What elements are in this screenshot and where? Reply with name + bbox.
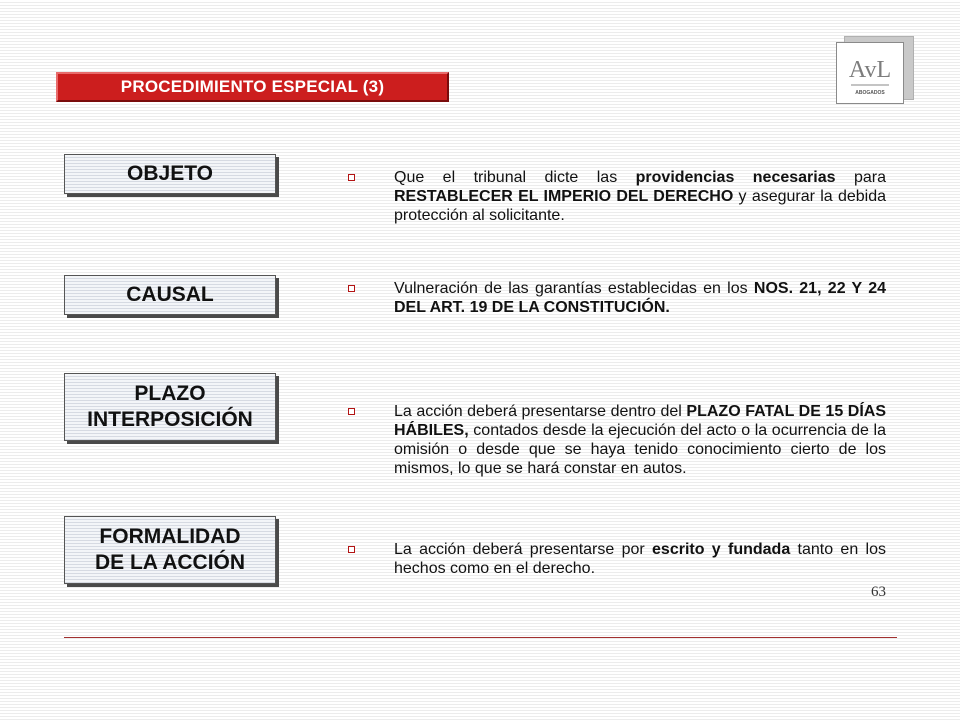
- label-causal-text: CAUSAL: [126, 283, 214, 307]
- square-bullet-icon: [348, 546, 355, 553]
- square-bullet-icon: [348, 285, 355, 292]
- bullet-formalidad: [348, 540, 886, 578]
- bullet-causal-text: Vulneración de las garantías establecidas en los NOS. 21, 22 Y 24 DEL ART. 19 DE LA CONSTITUCIÓN.: [394, 280, 887, 316]
- label-objeto: [64, 154, 276, 194]
- label-objeto-text: OBJETO: [127, 162, 213, 186]
- bullet-plazo: [348, 402, 886, 478]
- label-formalidad-line1: FORMALIDAD: [99, 525, 241, 549]
- page-number: 63: [871, 584, 886, 600]
- bullet-formalidad-text: La acción deberá presentarse por escrito y fundada tanto en los hechos como en el derecho.: [394, 541, 886, 577]
- logo-card: [836, 42, 904, 104]
- bullet-objeto: [348, 168, 886, 225]
- footer-rule: [64, 637, 897, 638]
- label-formalidad: [64, 516, 276, 584]
- label-plazo-line2: INTERPOSICIÓN: [87, 408, 253, 431]
- label-plazo-interposicion: [64, 373, 276, 441]
- label-causal: [64, 275, 276, 315]
- square-bullet-icon: [348, 174, 355, 181]
- firm-logo: [836, 36, 912, 104]
- slide-title-text: PROCEDIMIENTO ESPECIAL (3): [120, 77, 385, 96]
- bullet-causal: [348, 279, 886, 317]
- label-plazo-line1: PLAZO: [134, 382, 206, 406]
- logo-subtext: ABOGADOS: [855, 90, 885, 96]
- logo-text: AvL: [848, 57, 892, 83]
- label-formalidad-line2: DE LA ACCIÓN: [94, 551, 246, 574]
- logo-graphic: [837, 43, 903, 103]
- bullet-objeto-text: Que el tribunal dicte las providencias necesarias para RESTABLECER EL IMPERIO DEL DERECHO y asegurar la debida protección al solicitante.: [394, 169, 886, 224]
- square-bullet-icon: [348, 408, 355, 415]
- bullet-plazo-text: La acción deberá presentarse dentro del PLAZO FATAL DE 15 DÍAS HÁBILES, contados desde la ejecución del acto o la ocurrencia de la omisión o desde que se haya tenido conocimiento cierto de los mismos, lo que se hará constar en autos.: [394, 403, 886, 477]
- slide-title: [56, 72, 449, 102]
